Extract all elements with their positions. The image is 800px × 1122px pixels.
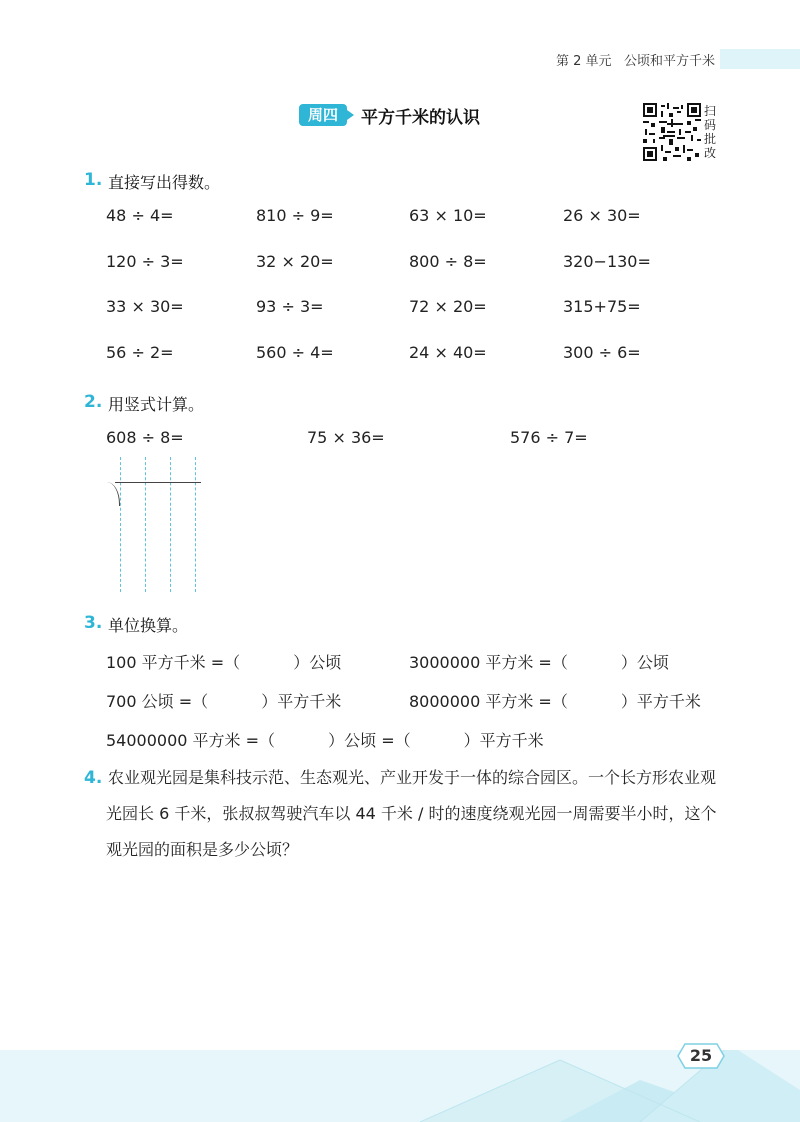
conversion-line: 54000000 平方米 =（ ）公顷 =（ ）平方千米 bbox=[106, 731, 544, 750]
q4-problem-text: 农业观光园是集科技示范、生态观光、产业开发于一体的综合园区。一个长方形农业观光园长 6 千米，张叔叔驾驶汽车以 44 千米 / 时的速度绕观光园一周需要半小时，这个观光园的面积是多少公顷？ bbox=[106, 768, 717, 859]
conversion-line: 100 平方千米 =（ ）公顷 bbox=[106, 653, 342, 672]
q1-expression: 26 × 30= bbox=[563, 206, 641, 225]
q1-instruction: 直接写出得数。 bbox=[108, 173, 221, 192]
q3-instruction: 单位换算。 bbox=[108, 616, 189, 635]
day-badge: 周四 bbox=[299, 104, 347, 126]
q1-expression: 300 ÷ 6= bbox=[563, 343, 641, 362]
q1-expression: 72 × 20= bbox=[409, 297, 487, 316]
conversion-line: 8000000 平方米 =（ ）平方千米 bbox=[409, 692, 701, 711]
q1-expression: 560 ÷ 4= bbox=[256, 343, 334, 362]
conversion-line: 3000000 平方米 =（ ）公顷 bbox=[409, 653, 669, 672]
q3-number: 3. bbox=[84, 613, 103, 633]
header-accent-bar bbox=[720, 49, 800, 69]
page-number: 25 bbox=[689, 1046, 713, 1065]
page-title: 平方千米的认识 bbox=[361, 108, 480, 128]
q1-expression: 93 ÷ 3= bbox=[256, 297, 324, 316]
q1-expression: 320−130= bbox=[563, 252, 651, 271]
q1-expression: 120 ÷ 3= bbox=[106, 252, 184, 271]
q4-number: 4. bbox=[84, 768, 103, 788]
q2-expression: 608 ÷ 8= bbox=[106, 428, 184, 447]
q2-instruction: 用竖式计算。 bbox=[108, 395, 205, 414]
q1-expression: 810 ÷ 9= bbox=[256, 206, 334, 225]
q2-expression: 75 × 36= bbox=[307, 428, 385, 447]
header-topic: 公顷和平方千米 bbox=[623, 54, 715, 69]
q1-expression: 315+75= bbox=[563, 297, 641, 316]
guide-line bbox=[195, 457, 196, 592]
q1-expression: 800 ÷ 8= bbox=[409, 252, 487, 271]
q1-expression: 32 × 20= bbox=[256, 252, 334, 271]
header-unit: 第 2 单元 bbox=[556, 54, 612, 69]
q2-expression: 576 ÷ 7= bbox=[510, 428, 588, 447]
q1-number: 1. bbox=[84, 170, 103, 190]
running-header bbox=[556, 50, 715, 69]
q1-expression: 63 × 10= bbox=[409, 206, 487, 225]
q1-expression: 56 ÷ 2= bbox=[106, 343, 174, 362]
qr-code-icon[interactable] bbox=[643, 103, 701, 161]
guide-line bbox=[170, 457, 171, 592]
q1-expression: 24 × 40= bbox=[409, 343, 487, 362]
q1-expression: 33 × 30= bbox=[106, 297, 184, 316]
q1-expression: 48 ÷ 4= bbox=[106, 206, 174, 225]
guide-line bbox=[120, 457, 121, 592]
conversion-line: 700 公顷 =（ ）平方千米 bbox=[106, 692, 342, 711]
long-division-bracket bbox=[107, 482, 120, 506]
guide-line bbox=[145, 457, 146, 592]
q2-number: 2. bbox=[84, 392, 103, 412]
long-division-bar bbox=[115, 482, 201, 483]
qr-label: 扫码批改 bbox=[704, 104, 717, 160]
